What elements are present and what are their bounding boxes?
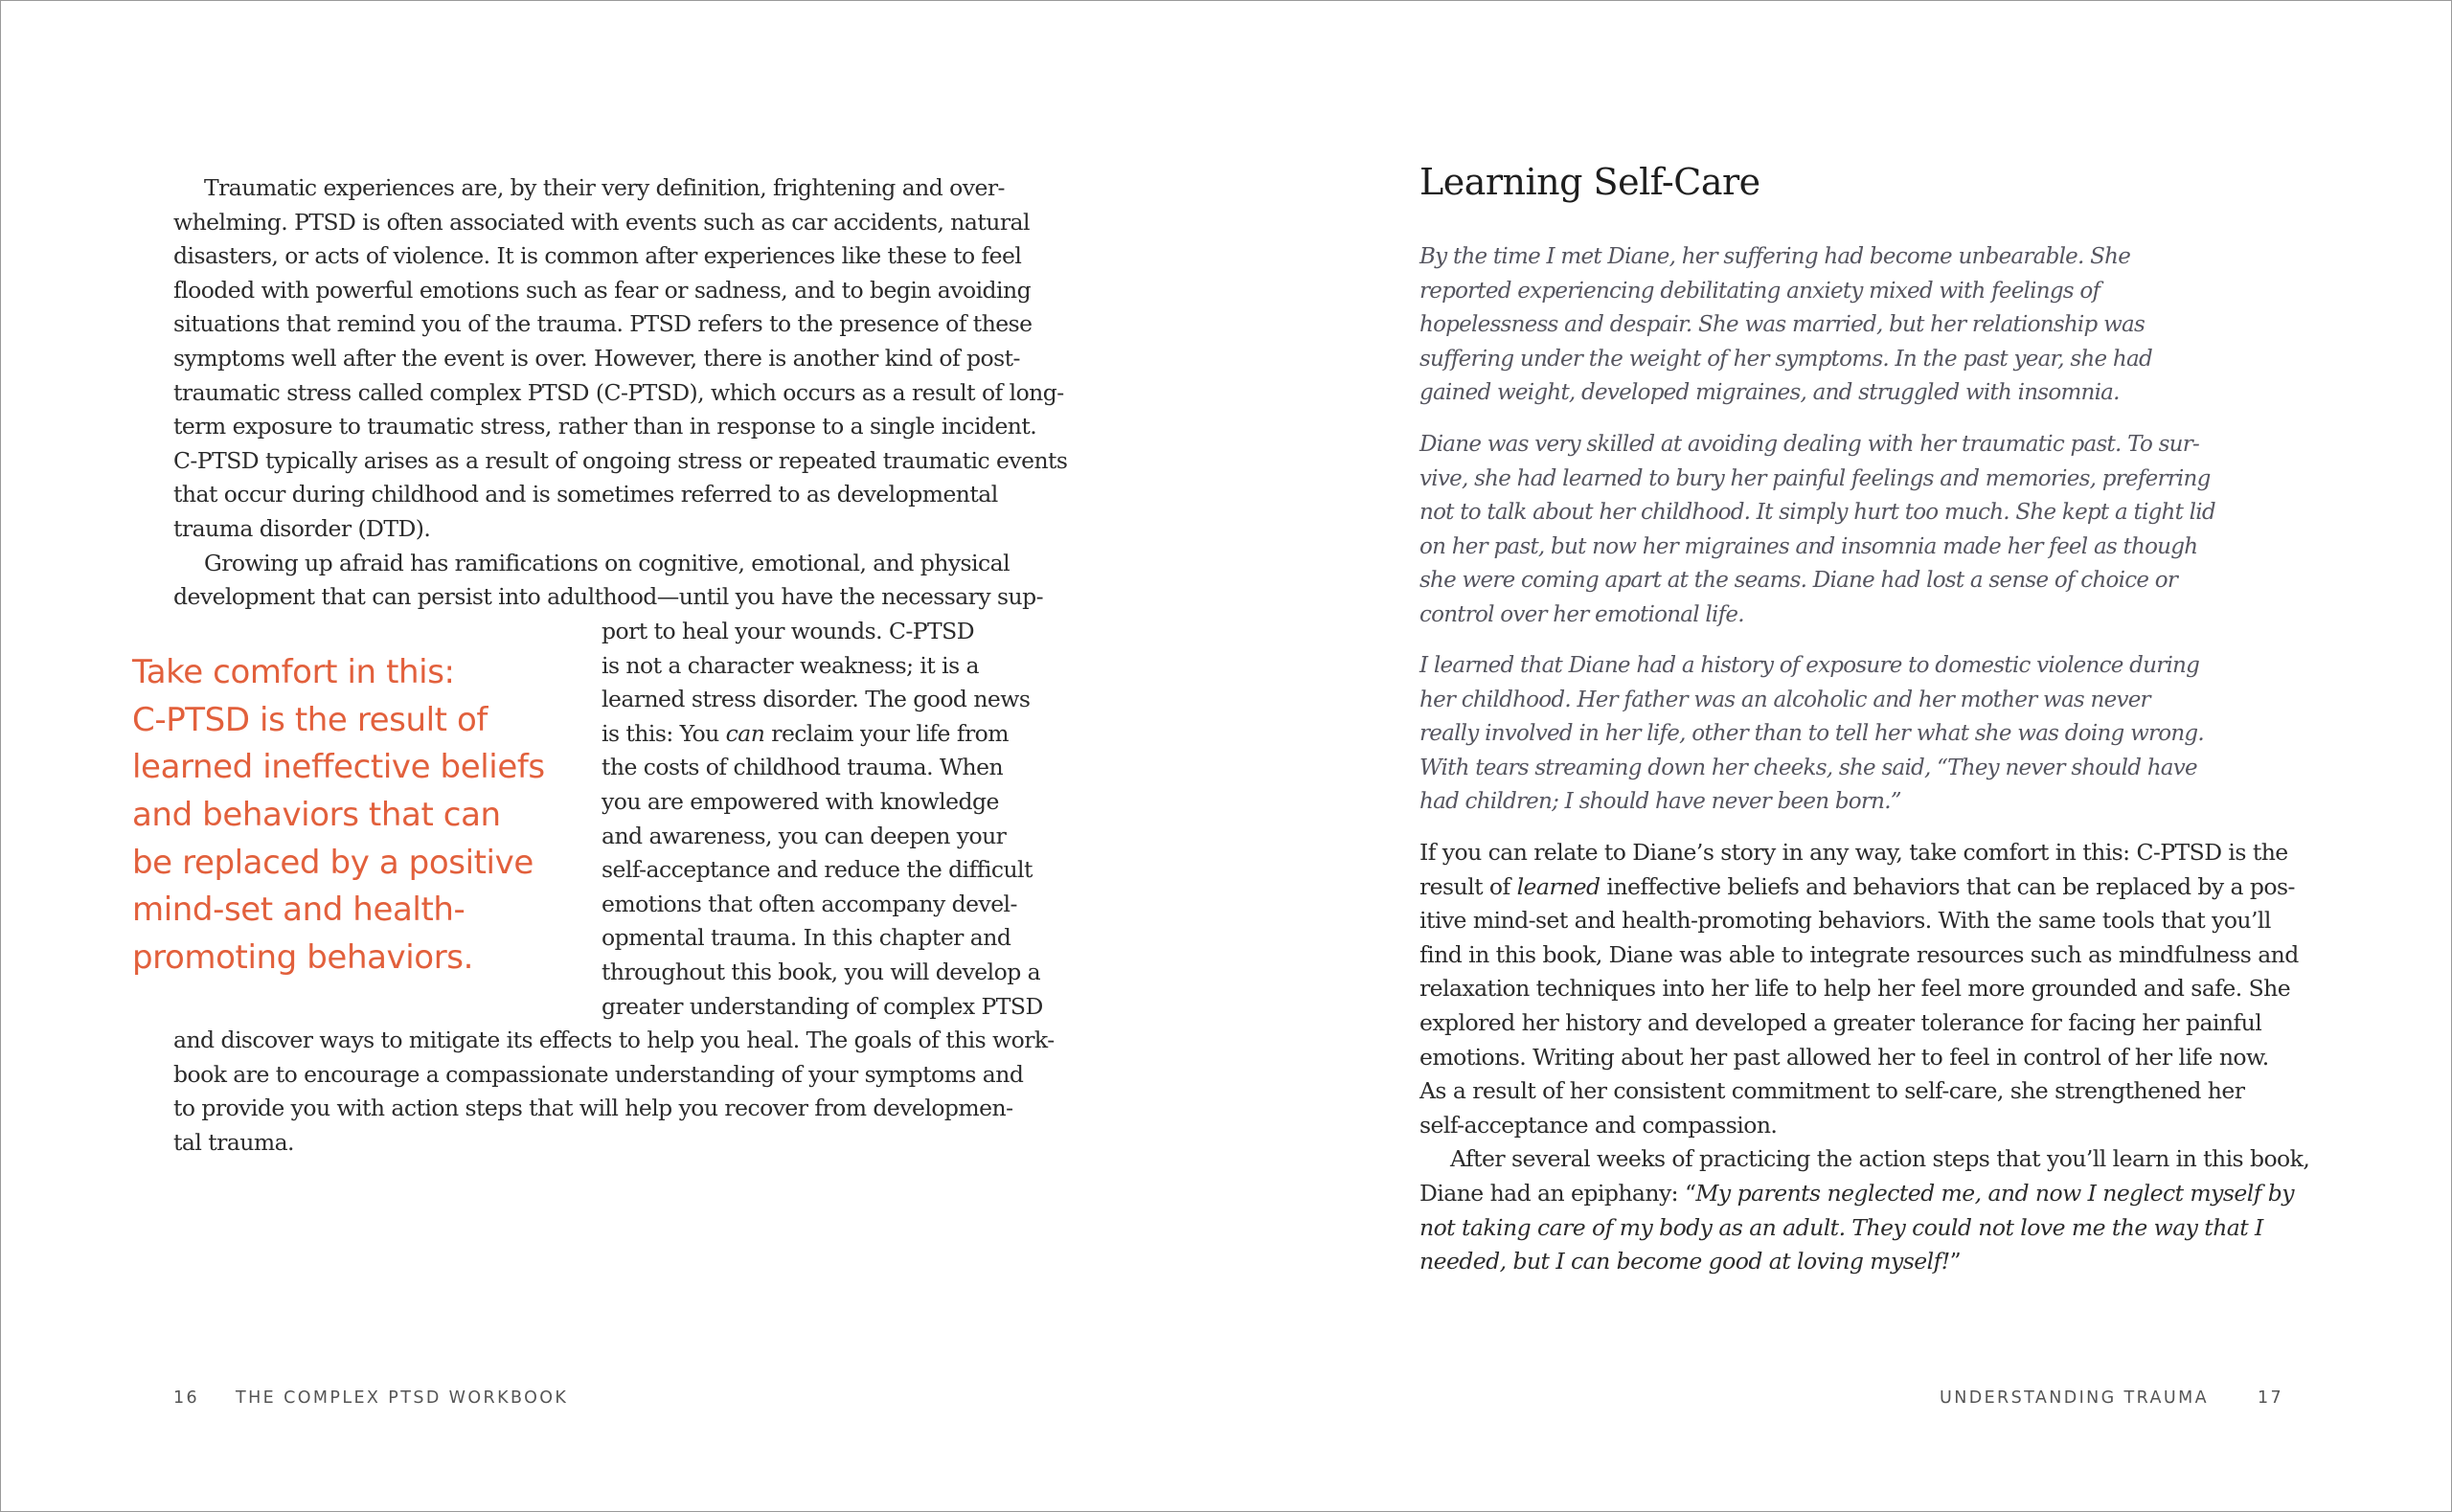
- text-line: Diane was very skilled at avoiding dealing with her traumatic past. To sur-: [1419, 432, 2199, 457]
- text-line: Traumatic experiences are, by their very definition, frightening and over-: [204, 174, 1005, 201]
- text-line: trauma disorder (DTD).: [173, 514, 431, 542]
- text-line: port to heal your wounds. C-PTSD: [602, 618, 975, 644]
- text-line: [1419, 1211, 2309, 1246]
- text-line: self-acceptance and reduce the difficult: [602, 856, 1033, 884]
- left-page-number: 16: [173, 1388, 200, 1408]
- emphasis: My parents neglected me, and now I neglect myself by: [1695, 1179, 2294, 1207]
- text-line: Growing up afraid has ramifications on cognitive, emotional, and physical: [204, 549, 1010, 576]
- text-line: whelming. PTSD is often associated with events such as car accidents, natural: [173, 208, 1030, 236]
- text-line: her childhood. Her father was an alcoholic and her mother was never: [1419, 687, 2150, 712]
- text-line: [1419, 1245, 2309, 1279]
- case-paragraph-3: [1419, 649, 2204, 820]
- case-paragraph-2: [1419, 428, 2215, 633]
- text-run: ”: [1949, 1248, 1962, 1275]
- text-line: and discover ways to mitigate its effects to help you heal. The goals of this work-: [173, 1027, 1055, 1053]
- text-line: vive, she had learned to bury her painful feelings and memories, preferring: [1419, 465, 2211, 491]
- right-page-number: 17: [2258, 1388, 2284, 1408]
- text-line: on her past, but now her migraines and insomnia made her feel as though: [1419, 533, 2198, 559]
- text-line: greater understanding of complex PTSD: [602, 992, 1043, 1020]
- text-run: is this: You: [602, 719, 726, 747]
- text-line: [602, 717, 1043, 752]
- text-line: As a result of her consistent commitment to self-care, she strengthened her: [1419, 1077, 2245, 1105]
- pull-quote-line: promoting behaviors.: [132, 938, 474, 978]
- text-line: If you can relate to Diane’s story in any way, take comfort in this: C-PTSD is the: [1419, 839, 2288, 866]
- text-line: had children; I should have never been born.”: [1419, 789, 1901, 815]
- left-paragraph-2-wrap: [602, 615, 1043, 1024]
- text-line: gained weight, developed migraines, and struggled with insomnia.: [1419, 380, 2120, 406]
- text-run: Diane had an epiphany: “: [1419, 1179, 1696, 1207]
- pull-quote-line: be replaced by a positive: [132, 843, 534, 882]
- text-line: C-PTSD typically arises as a result of ongoing stress or repeated traumatic events: [173, 446, 1068, 474]
- emphasis: learned: [1516, 872, 1601, 900]
- text-line: book are to encourage a compassionate understanding of your symptoms and: [173, 1060, 1024, 1088]
- pull-quote-line: C-PTSD is the result of: [132, 700, 488, 739]
- text-line: she were coming apart at the seams. Diane had lost a sense of choice or: [1419, 568, 2178, 594]
- text-line: self-acceptance and compassion.: [1419, 1111, 1778, 1139]
- case-paragraph-1: [1419, 240, 2152, 411]
- text-line: tal trauma.: [173, 1128, 294, 1156]
- text-run: result of: [1419, 872, 1517, 900]
- text-line: [1419, 870, 2309, 905]
- text-run: reclaim your life from: [764, 719, 1009, 747]
- text-line: reported experiencing debilitating anxiety mixed with feelings of: [1419, 278, 2100, 304]
- pull-quote-line: Take comfort in this:: [132, 653, 455, 691]
- text-line: throughout this book, you will develop a: [602, 958, 1041, 985]
- pull-quote-line: and behaviors that can: [132, 796, 501, 835]
- text-line: not to talk about her childhood. It simply hurt too much. She kept a tight lid: [1419, 500, 2215, 526]
- text-line: find in this book, Diane was able to integrate resources such as mindfulness and: [1419, 940, 2299, 968]
- text-line: suffering under the weight of her symptoms. In the past year, she had: [1419, 346, 2152, 372]
- emphasis: can: [725, 719, 765, 747]
- right-running-title: UNDERSTANDING TRAUMA: [1940, 1388, 2209, 1408]
- text-line: relaxation techniques into her life to help her feel more grounded and safe. She: [1419, 975, 2291, 1003]
- text-line: symptoms well after the event is over. However, there is another kind of post-: [173, 344, 1020, 372]
- text-line: to provide you with action steps that will help you recover from developmen-: [173, 1095, 1013, 1122]
- pull-quote-line: mind-set and health-: [132, 891, 465, 930]
- text-line: [1419, 1177, 2309, 1211]
- text-line: control over her emotional life.: [1419, 601, 1744, 627]
- text-run: ineffective beliefs and behaviors that can be replaced by a pos-: [1600, 872, 2295, 900]
- pull-quote-line: learned ineffective beliefs: [132, 748, 545, 787]
- text-line: and awareness, you can deepen your: [602, 822, 1007, 849]
- text-line: itive mind-set and health-promoting behaviors. With the same tools that you’ll: [1419, 907, 2271, 935]
- text-line: you are empowered with knowledge: [602, 787, 999, 815]
- text-line: situations that remind you of the trauma. PTSD refers to the presence of these: [173, 310, 1033, 338]
- emphasis: needed, but I can become good at loving myself!: [1419, 1248, 1950, 1275]
- text-line: I learned that Diane had a history of exposure to domestic violence during: [1419, 653, 2200, 678]
- text-line: explored her history and developed a greater tolerance for facing her painful: [1419, 1008, 2262, 1036]
- right-body-paragraphs: [1419, 836, 2309, 1279]
- left-paragraph-2-end: [173, 1024, 1055, 1160]
- text-line: opmental trauma. In this chapter and: [602, 924, 1011, 952]
- text-line: By the time I met Diane, her suffering had become unbearable. She: [1419, 244, 2131, 269]
- left-running-title: THE COMPLEX PTSD WORKBOOK: [236, 1388, 569, 1408]
- text-line: term exposure to traumatic stress, rather than in response to a single incident.: [173, 413, 1037, 440]
- text-line: learned stress disorder. The good news: [602, 686, 1031, 713]
- text-line: emotions that often accompany devel-: [602, 890, 1017, 917]
- pull-quote: [132, 649, 545, 982]
- text-line: flooded with powerful emotions such as fear or sadness, and to begin avoiding: [173, 276, 1032, 304]
- text-line: is not a character weakness; it is a: [602, 651, 979, 679]
- text-line: traumatic stress called complex PTSD (C-PTSD), which occurs as a result of long-: [173, 378, 1064, 406]
- text-line: hopelessness and despair. She was married, but her relationship was: [1419, 312, 2146, 338]
- text-line: really involved in her life, other than to tell her what she was doing wrong.: [1419, 721, 2204, 747]
- left-paragraph-1: [173, 171, 1067, 615]
- text-line: After several weeks of practicing the action steps that you’ll learn in this book,: [1450, 1145, 2310, 1173]
- text-line: the costs of childhood trauma. When: [602, 754, 1004, 781]
- emphasis: not taking care of my body as an adult. They could not love me the way that I: [1419, 1213, 2263, 1241]
- text-line: development that can persist into adulthood—until you have the necessary sup-: [173, 583, 1043, 611]
- text-line: that occur during childhood and is sometimes referred to as developmental: [173, 481, 998, 508]
- section-heading: Learning Self-Care: [1419, 161, 1760, 203]
- text-line: disasters, or acts of violence. It is common after experiences like these to feel: [173, 242, 1022, 270]
- text-line: emotions. Writing about her past allowed her to feel in control of her life now.: [1419, 1043, 2269, 1071]
- text-line: With tears streaming down her cheeks, she said, “They never should have: [1419, 755, 2197, 780]
